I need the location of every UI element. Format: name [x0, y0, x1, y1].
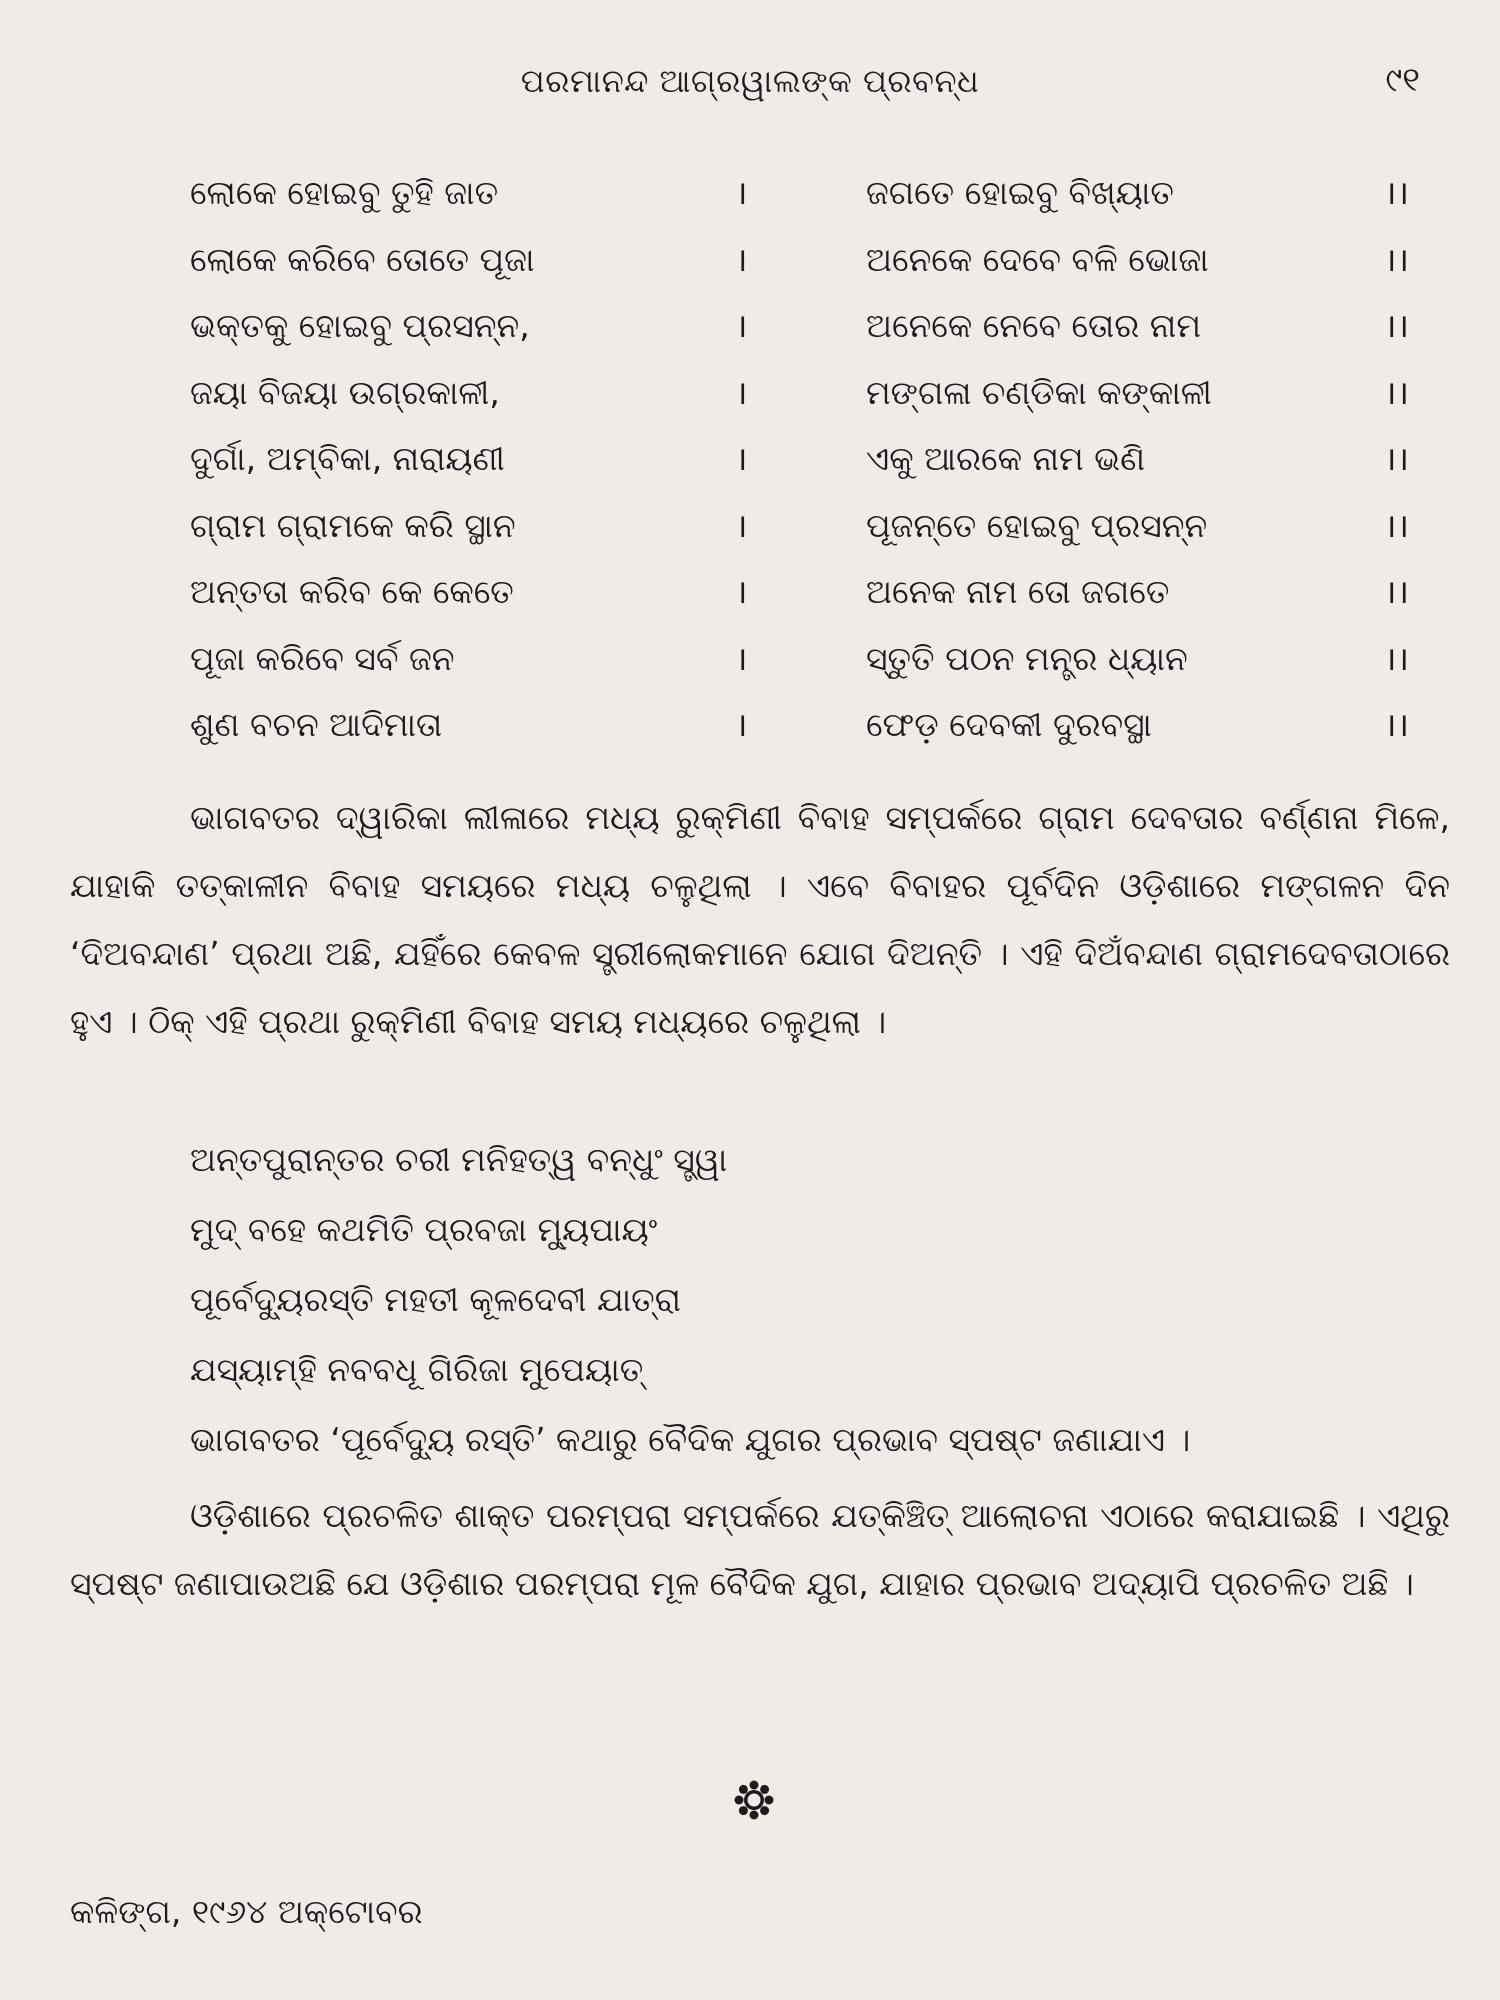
- verse-row: [0, 227, 1500, 294]
- verse-end-mark: ।।: [1384, 173, 1410, 212]
- paragraph-text: ଓଡ଼ିଶାରେ ପ୍ରଚଳିତ ଶାକ୍ତ ପରମ୍ପରା ସମ୍ପର୍କରେ ଯତ୍‌କିଞ୍ଚିତ୍ ଆଲୋଚନା ଏଠାରେ କରାଯାଇଛି । ଏଥିରୁ ସ୍ପଷ୍ଟ ଜଣାପାଉଅଛି ଯେ ଓଡ଼ିଶାର ପରମ୍ପରା ମୂଳ ବୈଦିକ ଯୁଗ, ଯାହାର ପ୍ରଭାବ ଅଦ୍ୟାପି ପ୍ରଚଳିତ ଅଛି ।: [70, 1496, 1450, 1603]
- sloka-line: ଅନ୍ତପୁରାନ୍ତର ଚରୀ ମନିହତ୍ୱ ବନ୍ଧୁଂ ସ୍ତ୍ୱା: [190, 1140, 728, 1179]
- verse-row: [0, 293, 1500, 360]
- verse-row: [0, 160, 1500, 227]
- verse-second-half: ସ୍ତୁତି ପଠନ ମନ୍ତ୍ର ଧ୍ୟାନ: [866, 638, 1188, 678]
- verse-first-half: ଲୋକେ କରିବେ ତୋତେ ପୂଜା: [190, 239, 535, 279]
- verse-separator: ।: [735, 705, 748, 744]
- verse-first-half: ଜୟା ବିଜୟା ଉଗ୍ରକାଳୀ,: [190, 372, 500, 412]
- verse-separator: ।: [735, 173, 748, 212]
- verse-separator: ।: [735, 572, 748, 611]
- sloka-line: ପୂର୍ବେଦ୍ୟୁରସ୍ତି ମହତୀ କୂଳଦେବୀ ଯାତ୍ରା: [190, 1280, 681, 1319]
- sloka-line: ମୁଦ୍ ବହେ କଥମିତି ପ୍ରବଜା ମ୍ୟୁପାୟଂ: [190, 1210, 658, 1249]
- verse-end-mark: ।।: [1384, 705, 1410, 744]
- verse-end-mark: ।।: [1384, 372, 1410, 412]
- page-number: ୯୧: [1385, 60, 1420, 100]
- verse-second-half: ଅନେକେ ଦେବେ ବଳି ଭୋଜା: [866, 239, 1209, 279]
- verse-block: [0, 160, 1500, 759]
- verse-end-mark: ।।: [1384, 306, 1410, 345]
- sloka-commentary-line: ଭାଗବତର ‘ପୂର୍ବେଦ୍ୟୁ ରସ୍ତି’ କଥାରୁ ବୈଦିକ ଯୁଗର ପ୍ରଭାବ ସ୍ପଷ୍ଟ ଜଣାଯାଏ ।: [190, 1420, 1191, 1459]
- verse-second-half: ମଙ୍ଗଳା ଚଣ୍ଡିକା କଙ୍କାଳୀ: [866, 372, 1212, 412]
- paragraph-gram-devata: [70, 784, 1450, 1056]
- verse-second-half: ଅନେକେ ନେବେ ତୋର ନାମ: [866, 306, 1202, 345]
- verse-first-half: ଭକ୍ତକୁ ହୋଇବୁ ପ୍ରସନ୍ନ,: [190, 306, 530, 345]
- verse-separator: ।: [735, 638, 748, 678]
- verse-second-half: ଅନେକ ନାମ ତୋ ଜଗତେ: [866, 572, 1170, 611]
- verse-end-mark: ।।: [1384, 439, 1410, 478]
- flower-ornament-icon: [734, 1780, 774, 1820]
- paragraph-conclusion: [70, 1482, 1450, 1618]
- verse-first-half: ପୂଜା କରିବେ ସର୍ବ ଜନ: [190, 638, 455, 678]
- verse-row: [0, 626, 1500, 693]
- source-citation: କଳିଙ୍ଗ, ୧୯୬୪ ଅକ୍ଟୋବର: [70, 1892, 423, 1931]
- verse-separator: ।: [735, 306, 748, 345]
- verse-second-half: ଏକୁ ଆରକେ ନାମ ଭଣି: [866, 439, 1146, 478]
- verse-end-mark: ।।: [1384, 239, 1410, 279]
- verse-end-mark: ।।: [1384, 505, 1410, 545]
- verse-separator: ।: [735, 505, 748, 545]
- verse-second-half: ଜଗତେ ହୋଇବୁ ବିଖ୍ୟାତ: [866, 173, 1174, 212]
- verse-second-half: ଫେଡ଼ ଦେବକୀ ଦୁରବସ୍ଥା: [866, 705, 1152, 744]
- running-title: ପରମାନନ୍ଦ ଆଗ୍ରୱାଲଙ୍କ ପ୍ରବନ୍ଧ: [520, 62, 980, 100]
- verse-first-half: ଦୁର୍ଗା, ଅମ୍ବିକା, ନାରାୟଣୀ: [190, 439, 505, 478]
- verse-first-half: ଅନ୍ତତା କରିବ କେ କେତେ: [190, 572, 514, 611]
- verse-row: [0, 426, 1500, 493]
- verse-row: [0, 493, 1500, 560]
- verse-separator: ।: [735, 439, 748, 478]
- verse-end-mark: ।।: [1384, 572, 1410, 611]
- verse-row: [0, 692, 1500, 759]
- verse-row: [0, 360, 1500, 427]
- verse-end-mark: ।।: [1384, 638, 1410, 678]
- verse-separator: ।: [735, 372, 748, 412]
- verse-first-half: ଶୁଣ ବଚନ ଆଦିମାତା: [190, 705, 443, 744]
- verse-second-half: ପୂଜନ୍ତେ ହୋଇବୁ ପ୍ରସନ୍ନ: [866, 505, 1208, 545]
- sloka-line: ଯସ୍ୟାମ୍‌ହି ନବବଧୂ ଗିରିଜା ମୁପେୟାତ୍: [190, 1350, 644, 1389]
- verse-first-half: ଲୋକେ ହୋଇବୁ ତୁହି ଜାତ: [190, 173, 499, 212]
- verse-row: [0, 559, 1500, 626]
- paragraph-text: ଭାଗବତର ଦ୍ୱାରିକା ଲୀଳାରେ ମଧ୍ୟ ରୁକ୍ମିଣୀ ବିବାହ ସମ୍ପର୍କରେ ଗ୍ରାମ ଦେବତାର ବର୍ଣ୍ଣନା ମିଳେ, ଯାହାକି ତତ୍‌କାଳୀନ ବିବାହ ସମୟରେ ମଧ୍ୟ ଚଳୁଥିଲା । ଏବେ ବିବାହର ପୂର୍ବଦିନ ଓଡ଼ିଶାରେ ମଙ୍ଗଳନ ଦିନ ‘ଦିଅବନ୍ଦାଣ’ ପ୍ରଥା ଅଛି, ଯହିଁରେ କେବଳ ସ୍ତ୍ରୀଲୋକମାନେ ଯୋଗ ଦିଅନ୍ତି । ଏହି ଦିଅଁବନ୍ଦାଣ ଗ୍ରାମଦେବତାଠାରେ ହୁଏ । ଠିକ୍ ଏହି ପ୍ରଥା ରୁକ୍ମିଣୀ ବିବାହ ସମୟ ମଧ୍ୟରେ ଚଳୁଥିଲା ।: [70, 798, 1450, 1041]
- verse-first-half: ଗ୍ରାମ ଗ୍ରାମକେ କରି ସ୍ଥାନ: [190, 505, 516, 545]
- verse-separator: ।: [735, 239, 748, 279]
- sloka-block: [190, 1125, 1470, 1475]
